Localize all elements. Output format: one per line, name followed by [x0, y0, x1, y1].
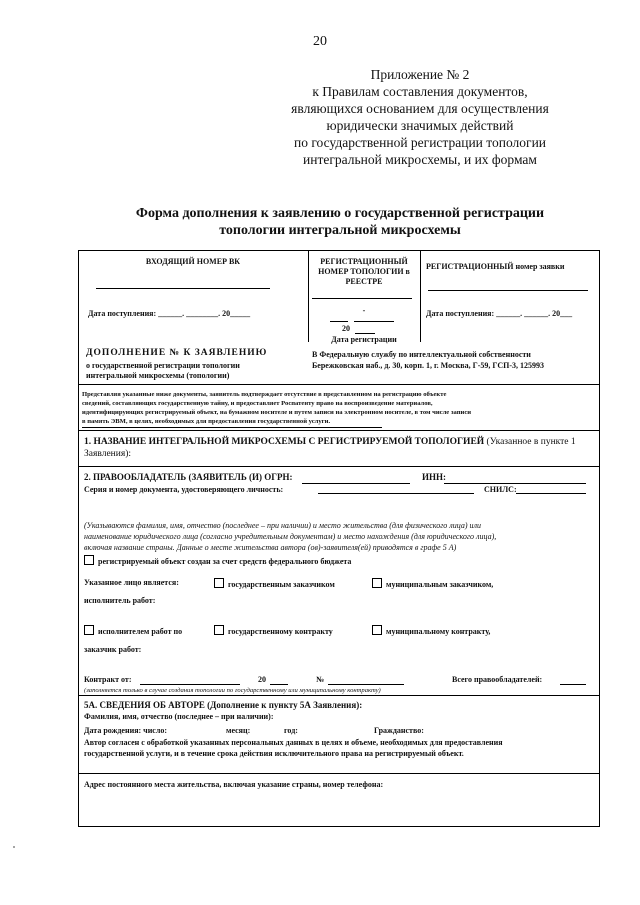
state-customer-option[interactable] [214, 578, 335, 590]
state-contract-label: государственному контракту [228, 627, 333, 636]
reg-date-label: Дата регистрации [331, 335, 397, 344]
reg-application-field[interactable] [428, 290, 588, 291]
appendix-line: являющихся основанием для осуществления [291, 101, 549, 116]
appendix-line: юридически значимых действий [326, 118, 514, 133]
consent-line2: государственной услуги, и в течение срока действия исключительного права на регистрируемый объект. [84, 749, 464, 758]
divider [78, 384, 600, 385]
reg-application-label: РЕГИСТРАЦИОННЫЙ номер заявки [426, 262, 565, 271]
consent-line1: Автор согласен с обработкой указанных персональных данных в целях и объеме, необходимых для предоставления [84, 738, 503, 747]
inn-field[interactable] [444, 483, 586, 484]
appendix-line: интегральной микросхемы, и их формам [303, 152, 537, 167]
state-customer-label: государственным заказчиком [228, 580, 335, 589]
budget-checkbox[interactable] [84, 555, 94, 565]
section2-title: 2. ПРАВООБЛАДАТЕЛЬ (ЗАЯВИТЕЛЬ (И) ОГРН: [84, 472, 293, 482]
addendum-line3: интегральной микросхемы (топологии) [86, 371, 230, 380]
divider [78, 430, 600, 431]
snils-field[interactable] [516, 493, 586, 494]
header-divider [420, 250, 421, 342]
section2-note-line: (Указываются фамилия, имя, отчество (последнее – при наличии) и место жительства (для физического лица) или [84, 521, 482, 530]
appendix-header [250, 66, 590, 168]
reg-date-month[interactable] [354, 321, 394, 322]
addendum-line2: о государственной регистрации топологии [86, 361, 240, 370]
works-customer-label: заказчик работ: [84, 645, 142, 654]
scan-speck [13, 846, 15, 848]
appendix-line: к Правилам составления документов, [312, 84, 528, 99]
municipal-customer-option[interactable] [372, 578, 493, 590]
form-title-line2: топологии интегральной микросхемы [219, 223, 461, 238]
contract-year-field[interactable] [270, 684, 288, 685]
section2-note-line: включая название страны. Данные о месте жительства автора (ов)-заявителя(ей) приводятся в графе 5 А) [84, 543, 457, 552]
birth-year-label: год: [284, 726, 298, 735]
section1-line2: Заявления): [84, 449, 132, 459]
ogrn-field[interactable] [302, 483, 410, 484]
author-fio-label: Фамилия, имя, отчество (последнее – при наличии): [84, 712, 274, 721]
incoming-number-field[interactable] [96, 288, 270, 289]
state-contract-checkbox[interactable] [214, 625, 224, 635]
section1-title [84, 437, 576, 447]
page-number: 20 [313, 34, 327, 49]
inn-label: ИНН: [422, 472, 446, 482]
executor-option[interactable] [84, 625, 182, 637]
contract-number-field[interactable] [328, 684, 404, 685]
divider [78, 466, 600, 467]
state-customer-checkbox[interactable] [214, 578, 224, 588]
person-is-label: Указанное лицо является: [84, 578, 179, 587]
notice-line: идентифицирующих регистрируемый объект, на бумажном носителе и путем записи на электронном носителе, в том числе записи [82, 409, 472, 416]
municipal-contract-label: муниципальному контракту, [386, 627, 491, 636]
incoming-number-label: ВХОДЯЩИЙ НОМЕР ВК [145, 257, 241, 266]
municipal-customer-label: муниципальным заказчиком, [386, 580, 494, 589]
notice-line: сведений, составляющих государственную тайну, и предоставляет Роспатенту право на воспроизведение материалов, [82, 400, 433, 407]
contract-date-field[interactable] [140, 684, 240, 685]
reg-date-dash: - [362, 306, 366, 315]
snils-label: СНИЛС: [484, 485, 517, 494]
form-title [80, 205, 600, 239]
total-holders-label: Всего правообладателей: [452, 675, 543, 684]
date-received-left[interactable]: Дата поступления: ______. ________. 20_____ [88, 309, 251, 318]
reg-topology-field[interactable] [312, 298, 412, 299]
doc-series-label: Серия и номер документа, удостоверяющего личность: [84, 485, 284, 494]
reg-topology-label: РЕГИСТРАЦИОННЫЙ НОМЕР ТОПОЛОГИИ в РЕЕСТРЕ [318, 257, 410, 286]
municipal-customer-checkbox[interactable] [372, 578, 382, 588]
section1-title-bold: 1. НАЗВАНИЕ ИНТЕГРАЛЬНОЙ МИКРОСХЕМЫ С РЕГИСТРИРУЕМОЙ ТОПОЛОГИЕЙ [84, 437, 485, 447]
divider [78, 773, 600, 774]
section1-title-tail: (Указанное в пункте 1 [484, 437, 576, 447]
rospatent-address-line2: Бережковская наб., д. 30, корп. 1, г. Москва, Г-59, ГСП-3, 125993 [312, 361, 545, 370]
notice-line: в память ЭВМ, в целях, необходимых для предоставления государственной услуги. [82, 418, 331, 425]
reg-date-year[interactable]: 20 [342, 324, 350, 333]
contract-number-label: № [316, 675, 325, 684]
works-executor-label: исполнитель работ: [84, 596, 156, 605]
reg-date-year-field[interactable] [355, 333, 375, 334]
total-holders-field[interactable] [560, 684, 586, 685]
divider [78, 695, 600, 696]
municipal-contract-option[interactable] [372, 625, 490, 637]
section2-note-line: наименование юридического лица (согласно учредительным документам) и место нахождения (для юридического лица), [84, 532, 497, 541]
contract-year: 20 [258, 675, 266, 684]
executor-checkbox[interactable] [84, 625, 94, 635]
addendum-title: ДОПОЛНЕНИЕ № К ЗАЯВЛЕНИЮ [86, 348, 268, 358]
author-address-label: Адрес постоянного места жительства, включая указание страны, номер телефона: [84, 780, 384, 789]
municipal-contract-checkbox[interactable] [372, 625, 382, 635]
date-received-right[interactable]: Дата поступления: ______. ______. 20___ [426, 309, 573, 318]
citizenship-label: Гражданство: [374, 726, 424, 735]
notice-underline [82, 427, 382, 428]
birth-day-label: Дата рождения: число: [84, 726, 168, 735]
appendix-line: по государственной регистрации топологии [293, 135, 547, 150]
rospatent-address-line1: В Федеральную службу по интеллектуальной собственности [312, 350, 531, 359]
executor-label: исполнителем работ по [98, 627, 183, 636]
budget-label: регистрируемый объект создан за счет средств федерального бюджета [98, 557, 352, 566]
doc-series-field[interactable] [318, 493, 474, 494]
state-contract-option[interactable] [214, 625, 333, 637]
form-title-line1: Форма дополнения к заявлению о государственной регистрации [135, 206, 545, 221]
contract-from-label: Контракт от: [84, 675, 132, 684]
birth-month-label: месяц: [226, 726, 251, 735]
reg-date-day[interactable] [330, 321, 348, 322]
appendix-line: Приложение № 2 [370, 67, 470, 82]
section5a-title: 5А. СВЕДЕНИЯ ОБ АВТОРЕ (Дополнение к пункту 5А Заявления): [84, 700, 363, 710]
contract-note: (заполняется только в случае создания топологии по государственному или муниципальному контракту) [84, 687, 381, 694]
budget-row[interactable] [84, 555, 351, 567]
notice-line: Представляя указанные ниже документы, заявитель подтверждает отсутствие в представленном на регистрацию объекте [82, 391, 447, 398]
